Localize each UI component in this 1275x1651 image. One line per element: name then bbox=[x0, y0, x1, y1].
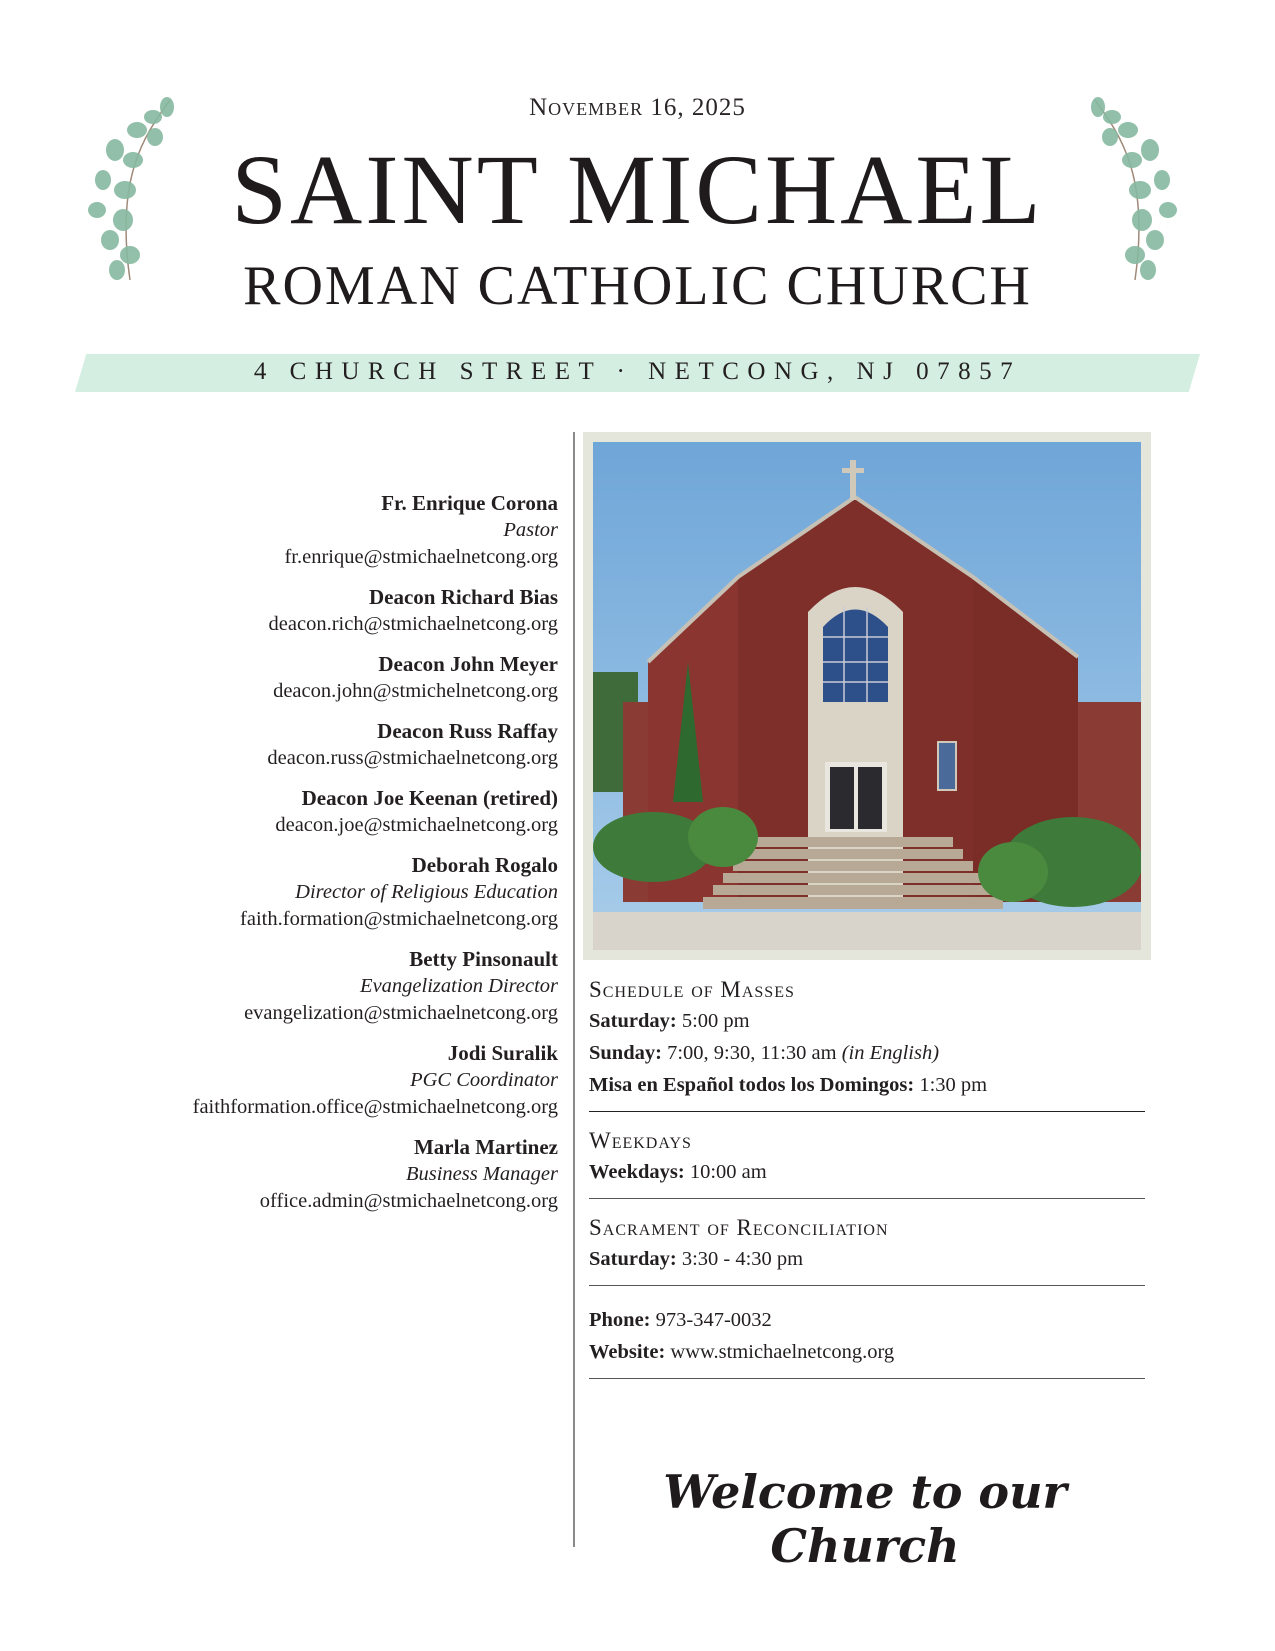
staff-directory bbox=[98, 490, 558, 1228]
staff-entry bbox=[98, 584, 558, 638]
masses-heading: Schedule of Masses bbox=[589, 977, 795, 1002]
staff-entry bbox=[98, 1040, 558, 1121]
staff-email[interactable]: deacon.rich@stmichaelnetcong.org bbox=[268, 613, 558, 635]
mass-label: Misa en Español todos los Domingos: bbox=[589, 1074, 915, 1096]
mass-time-spanish bbox=[589, 1069, 1145, 1101]
staff-name: Marla Martinez bbox=[413, 1135, 558, 1159]
mass-label: Sunday: bbox=[589, 1042, 662, 1064]
staff-role: Business Manager bbox=[405, 1163, 558, 1185]
staff-name: Deacon Richard Bias bbox=[369, 585, 558, 609]
eucalyptus-leaf-icon bbox=[75, 95, 185, 285]
staff-entry bbox=[98, 490, 558, 571]
staff-name: Deacon Joe Keenan (retired) bbox=[301, 786, 558, 810]
mass-note: (in English) bbox=[841, 1042, 940, 1064]
weekday-time bbox=[589, 1156, 1145, 1188]
staff-email[interactable]: faith.formation@stmichaelnetcong.org bbox=[240, 908, 558, 930]
staff-name: Deacon Russ Raffay bbox=[377, 719, 558, 743]
eucalyptus-leaf-icon bbox=[1080, 95, 1190, 285]
staff-name: Jodi Suralik bbox=[447, 1041, 558, 1065]
reconciliation-label: Saturday: bbox=[589, 1248, 677, 1270]
church-address: 4 CHURCH STREET · NETCONG, NJ 07857 bbox=[253, 358, 1022, 385]
staff-role: Evangelization Director bbox=[360, 975, 558, 997]
website-label: Website: bbox=[589, 1341, 666, 1363]
mass-time-saturday bbox=[589, 1005, 1145, 1037]
staff-name: Betty Pinsonault bbox=[409, 947, 558, 971]
website-link[interactable]: www.stmichaelnetcong.org bbox=[670, 1341, 895, 1363]
weekday-value: 10:00 am bbox=[689, 1161, 767, 1183]
staff-email[interactable]: deacon.russ@stmichaelnetcong.org bbox=[267, 747, 558, 769]
reconciliation-heading: Sacrament of Reconciliation bbox=[589, 1215, 889, 1240]
church-name: SAINT MICHAEL bbox=[231, 134, 1044, 245]
staff-entry bbox=[98, 785, 558, 839]
staff-entry bbox=[98, 718, 558, 772]
phone-number[interactable]: 973-347-0032 bbox=[655, 1309, 772, 1331]
mass-time: 1:30 pm bbox=[919, 1074, 988, 1096]
reconciliation-value: 3:30 - 4:30 pm bbox=[681, 1248, 804, 1270]
section-divider bbox=[589, 1111, 1145, 1112]
staff-entry bbox=[98, 946, 558, 1027]
staff-name: Deacon John Meyer bbox=[378, 652, 558, 676]
column-divider bbox=[573, 432, 575, 1547]
staff-email[interactable]: office.admin@stmichaelnetcong.org bbox=[259, 1190, 558, 1212]
weekday-label: Weekdays: bbox=[589, 1161, 685, 1183]
church-subtitle: ROMAN CATHOLIC CHURCH bbox=[243, 255, 1032, 317]
staff-email[interactable]: evangelization@stmichaelnetcong.org bbox=[244, 1002, 558, 1024]
contact-website bbox=[589, 1336, 1145, 1368]
bulletin-date: November 16, 2025 bbox=[529, 94, 746, 121]
staff-entry bbox=[98, 852, 558, 933]
staff-role: Pastor bbox=[503, 519, 558, 541]
section-divider bbox=[589, 1198, 1145, 1199]
church-photo bbox=[593, 442, 1141, 950]
staff-email[interactable]: deacon.joe@stmichaelnetcong.org bbox=[275, 814, 558, 836]
staff-email[interactable]: fr.enrique@stmichaelnetcong.org bbox=[284, 546, 558, 568]
staff-entry bbox=[98, 651, 558, 705]
mass-time-sunday bbox=[589, 1037, 1145, 1069]
contact-phone bbox=[589, 1304, 1145, 1336]
staff-email[interactable]: deacon.john@stmichelnetcong.org bbox=[273, 680, 558, 702]
mass-time: 7:00, 9:30, 11:30 am bbox=[667, 1042, 837, 1064]
schedule-panel bbox=[589, 975, 1145, 1393]
staff-role: PGC Coordinator bbox=[410, 1069, 558, 1091]
welcome-script: Welcome to our Church bbox=[663, 1465, 1067, 1573]
mass-time: 5:00 pm bbox=[681, 1010, 750, 1032]
staff-role: Director of Religious Education bbox=[295, 881, 558, 903]
reconciliation-time bbox=[589, 1243, 1145, 1275]
staff-name: Fr. Enrique Corona bbox=[381, 491, 558, 515]
weekdays-heading: Weekdays bbox=[589, 1128, 692, 1153]
section-divider bbox=[589, 1378, 1145, 1379]
section-divider bbox=[589, 1285, 1145, 1286]
phone-label: Phone: bbox=[589, 1309, 651, 1331]
staff-name: Deborah Rogalo bbox=[411, 853, 558, 877]
staff-email[interactable]: faithformation.office@stmichaelnetcong.org bbox=[192, 1096, 558, 1118]
mass-label: Saturday: bbox=[589, 1010, 677, 1032]
staff-entry bbox=[98, 1134, 558, 1215]
